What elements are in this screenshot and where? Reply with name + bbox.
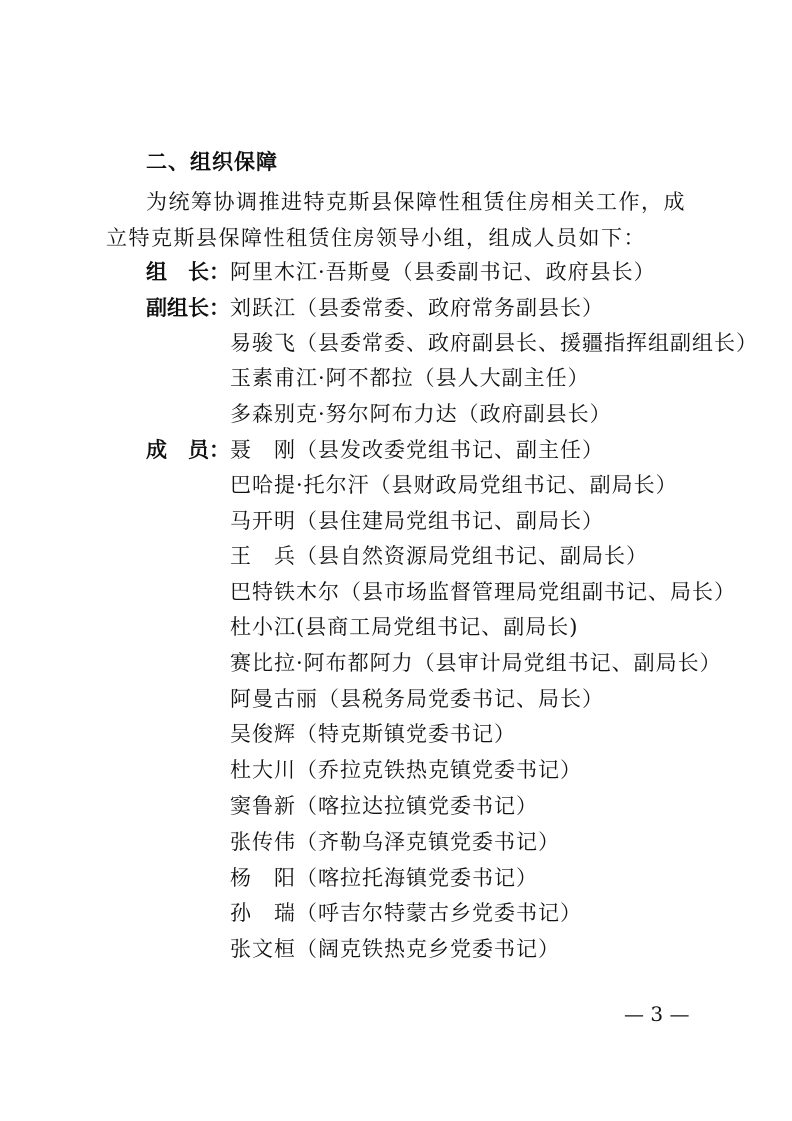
member-role-label: 成 员：: [146, 438, 230, 462]
deputy-row: [146, 290, 604, 326]
deputy-name: 易骏飞（县委常委、政府副县长、援疆指挥组副组长）: [230, 331, 758, 355]
deputy-name: 玉素甫江·阿不都拉（县人大副主任）: [230, 366, 590, 390]
member-row: [230, 931, 560, 967]
deputy-role-label: 副组长：: [146, 296, 230, 320]
leader-role-label: 组 长：: [146, 260, 230, 284]
deputy-row: [230, 325, 758, 361]
member-row: [230, 824, 560, 860]
member-name: 吴俊辉（特克斯镇党委书记）: [230, 722, 516, 746]
deputy-name: 多森别克·努尔阿布力达（政府副县长）: [230, 402, 612, 426]
member-row: [230, 716, 516, 752]
intro-paragraph: 为统筹协调推进特克斯县保障性租赁住房相关工作，成立特克斯县保障性租赁住房领导小组，组成人员如下：: [106, 190, 686, 250]
member-row: [230, 538, 648, 574]
member-name: 巴哈提·托尔汗（县财政局党组书记、副局长）: [230, 473, 678, 497]
member-name: 赛比拉·阿布都阿力（县审计局党组书记、副局长）: [230, 651, 722, 675]
member-row: [230, 895, 582, 931]
member-name: 杜小江(县商工局党组书记、副局长): [230, 615, 579, 639]
member-name: 阿曼古丽（县税务局党委书记、局长）: [230, 687, 604, 711]
member-row: [230, 467, 678, 503]
member-name: 王 兵（县自然资源局党组书记、副局长）: [230, 544, 648, 568]
member-name: 张文桓（阔克铁热克乡党委书记）: [230, 937, 560, 961]
member-name: 巴特铁木尔（县市场监督管理局党组副书记、局长）: [230, 580, 736, 604]
member-row: [230, 752, 582, 788]
member-row: [230, 681, 604, 717]
member-name: 窦鲁新（喀拉达拉镇党委书记）: [230, 794, 538, 818]
member-row: [230, 574, 736, 610]
member-row: [230, 609, 578, 645]
deputy-row: [230, 396, 612, 432]
member-name: 孙 瑞（呼吉尔特蒙古乡党委书记）: [230, 901, 582, 925]
member-row: [230, 860, 538, 896]
member-row: [230, 788, 538, 824]
member-name: 杜大川（乔拉克铁热克镇党委书记）: [230, 758, 582, 782]
member-row: [230, 645, 722, 681]
leader-row: [146, 254, 656, 290]
page-number: — 3 —: [624, 1002, 690, 1026]
deputy-name: 刘跃江（县委常委、政府常务副县长）: [230, 296, 604, 320]
leader-name: 阿里木江·吾斯曼（县委副书记、政府县长）: [230, 260, 656, 284]
member-name: 杨 阳（喀拉托海镇党委书记）: [230, 866, 538, 890]
member-name: 聂 刚（县发改委党组书记、副主任）: [230, 438, 604, 462]
deputy-row: [230, 360, 590, 396]
section-heading: 二、组织保障: [146, 150, 278, 174]
member-row: [230, 503, 604, 539]
member-row: [146, 432, 604, 468]
member-name: 马开明（县住建局党组书记、副局长）: [230, 509, 604, 533]
member-name: 张传伟（齐勒乌泽克镇党委书记）: [230, 830, 560, 854]
